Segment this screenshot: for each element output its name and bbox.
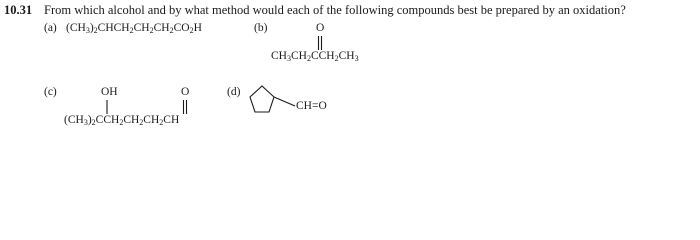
part-b-carbonyl-oxygen: O (316, 22, 325, 34)
part-b-label: (b) (254, 22, 268, 34)
part-a-formula: $(CH_3)_2CHCH_2CH_2CH_2CO_2H$ (66, 22, 202, 35)
part-c-carbonyl-oxygen: O (181, 86, 190, 98)
question-text: From which alcohol and by what method would each of the following compounds best be prepared by an oxidation? (44, 3, 626, 17)
part-a-label: (a) (44, 22, 57, 34)
part-d-aldehyde-group: CH=O (296, 100, 327, 112)
part-c-hydroxyl: OH (101, 86, 118, 98)
part-d-label: (d) (227, 86, 241, 98)
part-d-ring-bond (274, 97, 295, 106)
part-c-label: (c) (44, 86, 57, 98)
part-c-formula: $(CH_3)_2CCH_2CH_2CH_2CH$ (64, 114, 180, 127)
part-b-formula: $CH_3CH_2CCH_2CH_3$ (271, 50, 359, 63)
part-d-cyclopentane-ring (250, 86, 274, 112)
problem-number: 10.31 (4, 3, 33, 17)
